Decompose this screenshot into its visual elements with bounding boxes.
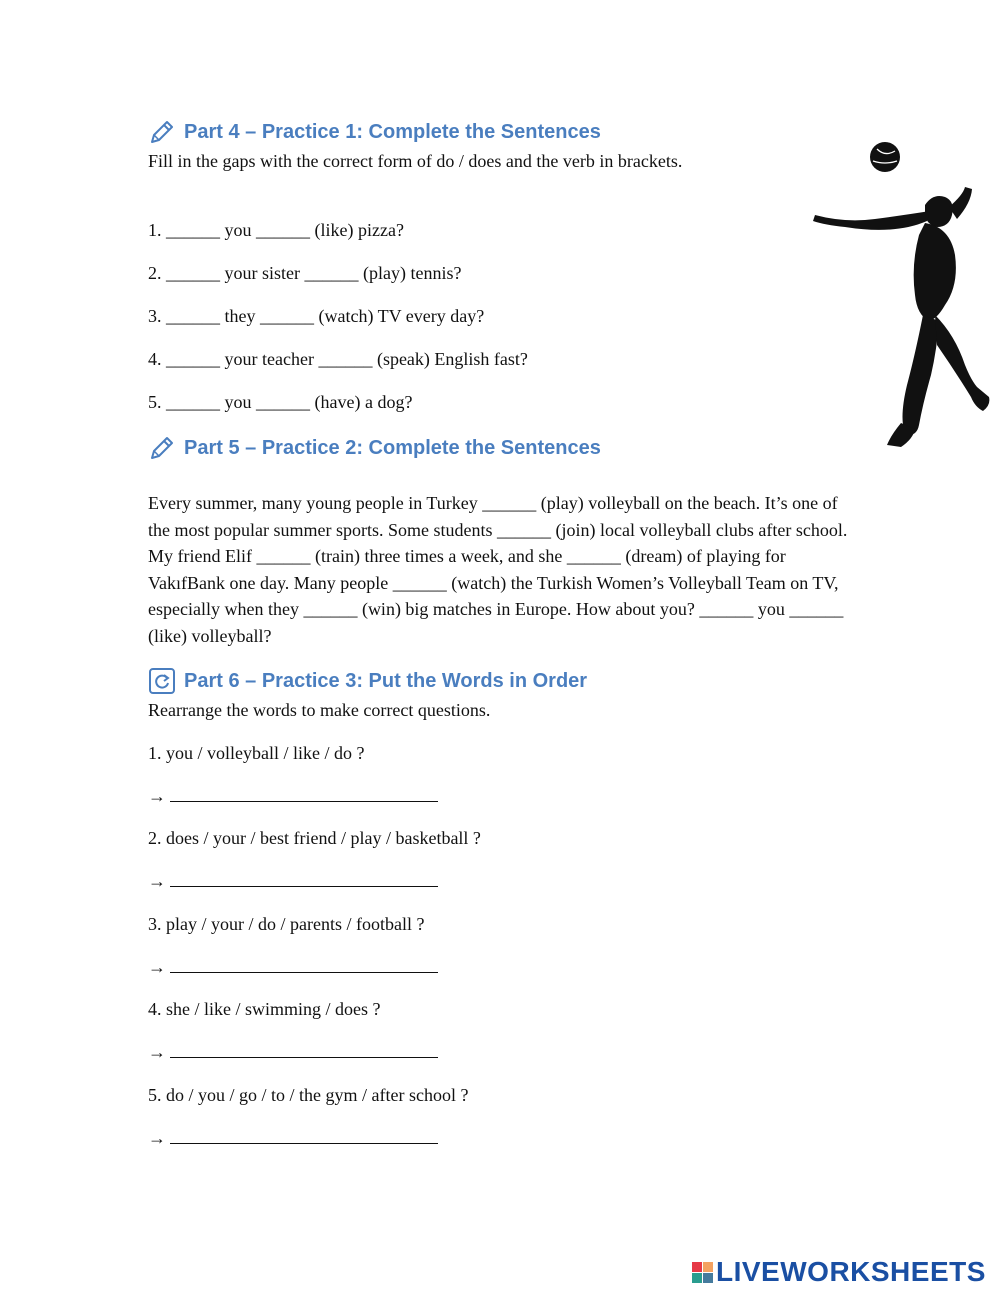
part6-item-2: 2. does / your / best friend / play / basketball ?	[148, 828, 481, 848]
part5-heading	[148, 434, 601, 462]
answer-blank[interactable]	[170, 872, 438, 887]
part5-title: Part 5 – Practice 2: Complete the Sentences	[184, 436, 601, 459]
part4-heading	[148, 118, 601, 146]
part6-item-3: 3. play / your / do / parents / football ?	[148, 914, 425, 934]
part6-item-5: 5. do / you / go / to / the gym / after school ?	[148, 1085, 469, 1105]
arrow: →	[148, 957, 166, 977]
arrow: →	[148, 786, 166, 806]
logo-tile	[692, 1273, 702, 1283]
answer-blank[interactable]	[170, 1043, 438, 1058]
part6-title: Part 6 – Practice 3: Put the Words in Order	[184, 669, 588, 692]
part4-item-2: 2. ______ your sister ______ (play) tennis?	[148, 263, 462, 283]
part6-item-4: 4. she / like / swimming / does ?	[148, 999, 381, 1019]
part5-paragraph: Every summer, many young people in Turkey ______ (play) volleyball on the beach. It’s one of the most popular summer sports. Some students ______ (join) local volleyball clubs after school. My friend Elif ______ (train) three times a week, and she ______ (dream) of playing for VakıfBank one day. Many people ______ (watch) the Turkish Women’s Volleyball Team on TV, especially when they ______ (win) big matches in Europe. How about you? ______ you ______ (like) volleyball?	[148, 493, 848, 646]
liveworksheets-logo	[692, 1256, 986, 1288]
logo-tile	[692, 1262, 702, 1272]
logo-tile	[703, 1262, 713, 1272]
part6-instruction: Rearrange the words to make correct questions.	[148, 700, 491, 720]
part4-item-5: 5. ______ you ______ (have) a dog?	[148, 392, 413, 412]
answer-blank[interactable]	[170, 958, 438, 973]
part4-instruction: Fill in the gaps with the correct form of do / does and the verb in brackets.	[148, 151, 683, 171]
part4-item-4: 4. ______ your teacher ______ (speak) English fast?	[148, 349, 528, 369]
answer-line-1[interactable]	[148, 786, 438, 807]
answer-line-2[interactable]	[148, 871, 438, 892]
logo-text: LIVEWORKSHEETS	[716, 1256, 986, 1287]
answer-blank[interactable]	[170, 787, 438, 802]
refresh-icon	[148, 667, 176, 695]
answer-line-4[interactable]	[148, 1042, 438, 1063]
answer-line-3[interactable]	[148, 957, 438, 978]
volleyball-player-illustration	[805, 135, 995, 450]
part6-item-1: 1. you / volleyball / like / do ?	[148, 743, 365, 763]
part4-item-3: 3. ______ they ______ (watch) TV every day?	[148, 306, 485, 326]
arrow: →	[148, 1042, 166, 1062]
answer-line-5[interactable]	[148, 1128, 438, 1149]
part4-item-1: 1. ______ you ______ (like) pizza?	[148, 220, 404, 240]
pencil-icon	[148, 434, 176, 462]
logo-tiles-icon	[692, 1262, 713, 1283]
part6-heading	[148, 667, 587, 695]
part4-title: Part 4 – Practice 1: Complete the Sentences	[184, 120, 601, 143]
arrow: →	[148, 1128, 166, 1148]
logo-tile	[703, 1273, 713, 1283]
arrow: →	[148, 871, 166, 891]
pencil-icon	[148, 118, 176, 146]
answer-blank[interactable]	[170, 1129, 438, 1144]
